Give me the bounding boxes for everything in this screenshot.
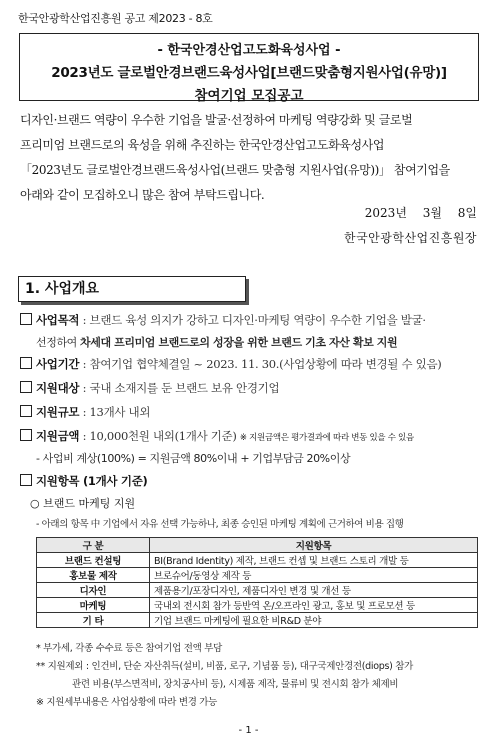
scale-label: 지원규모: [36, 405, 80, 419]
page-number: - 1 -: [238, 725, 259, 736]
table-cell-items: BI(Brand Identity) 제작, 브랜드 컨셉 및 브랜드 스토리 개발 등: [150, 553, 478, 568]
intro-line: 프리미엄 브랜드로의 육성을 위해 추진하는 한국안경산업고도화육성사업: [20, 138, 385, 152]
category-label: 지원항목 (1개사 기준): [36, 474, 148, 488]
period-label: 사업기간: [36, 357, 80, 371]
amount-note: ※ 지원금액은 평가결과에 따라 변동 있을 수 있음: [239, 433, 414, 443]
target-value: : 국내 소재지를 둔 브랜드 보유 안경기업: [79, 381, 280, 395]
period-value: : 참여기업 협약체결일 ~ 2023. 11. 30.(사업상황에 따라 변경될 수 있음): [79, 357, 442, 371]
purpose-continuation: [36, 334, 397, 350]
section-title: 1. 사업개요: [18, 276, 246, 302]
title-line-3: 참여기업 모집공고: [194, 88, 304, 104]
support-items-table: [36, 537, 478, 628]
table-cell-items: 브로슈어/동영상 제작 등: [150, 568, 478, 583]
purpose-value: : 브랜드 육성 의지가 강하고 디자인·마케팅 역량이 우수한 기업을 발굴·: [79, 313, 426, 327]
table-header-category: 구 분: [37, 538, 150, 553]
category-desc: - 아래의 항목 中 기업에서 자유 선택 가능하나, 최종 승인된 마케팅 계획에 근거하여 비용 집행: [36, 519, 404, 530]
issuing-organization: 한국안광학산업진흥원장: [343, 231, 477, 245]
table-cell-category: 홍보물 제작: [37, 568, 150, 583]
table-cell-items: 국내외 전시회 참가 등반역 온/오프라인 광고, 홍보 및 프로모션 등: [150, 598, 478, 613]
table-cell-category: 기 타: [37, 613, 150, 628]
category-bullet: ○ 브랜드 마케팅 지원: [30, 497, 136, 510]
intro-line: 아래와 같이 모집하오니 많은 참여 부탁드립니다.: [20, 188, 265, 202]
intro-paragraph: [20, 108, 480, 208]
checkbox-icon: [20, 429, 32, 441]
table-cell-category: 마케팅: [37, 598, 150, 613]
footnote: ※ 지원세부내용은 사업상황에 따라 변경 가능: [36, 697, 218, 708]
amount-label: 지원금액: [36, 429, 80, 443]
scale-row: [20, 404, 150, 420]
purpose-cont-plain: 선정하여: [36, 336, 81, 349]
intro-line: 디자인·브랜드 역량이 우수한 기업을 발굴·선정하여 마케팅 역량강화 및 글로벌: [20, 113, 413, 127]
title-line-2: 2023년도 글로벌안경브랜드육성사업[브랜드맞춤형지원사업(유망)]: [51, 65, 447, 81]
checkbox-icon: [20, 474, 32, 486]
checkbox-icon: [20, 313, 32, 325]
period-row: [20, 356, 441, 372]
footnote: 관련 비용(부스면적비, 장치공사비 등), 시제품 제작, 물류비 및 전시회 참가 체제비: [72, 679, 399, 690]
scale-value: : 13개사 내외: [79, 405, 151, 419]
table-row: [37, 598, 478, 613]
checkbox-icon: [20, 357, 32, 369]
purpose-cont-bold: 차세대 프리미엄 브랜드로의 성장을 위한 브랜드 기초 자산 확보 지원: [80, 336, 398, 349]
table-row: [37, 568, 478, 583]
table-header-row: [37, 538, 478, 553]
checkbox-icon: [20, 381, 32, 393]
purpose-label: 사업목적: [36, 313, 80, 327]
amount-value: : 10,000천원 내외(1개사 기준): [79, 429, 240, 443]
table-cell-items: 제품용기/포장디자인, 제품디자인 변경 및 개선 등: [150, 583, 478, 598]
title-box: [19, 33, 479, 104]
table-cell-category: 브랜드 컨설팅: [37, 553, 150, 568]
notice-number: 한국안광학산업진흥원 공고 제2023 - 8호: [18, 12, 213, 25]
announcement-date: 2023년 3월 8일: [364, 206, 477, 220]
intro-line: 「2023년도 글로벌안경브랜드육성사업(브랜드 맞춤형 지원사업(유망))」 참여기업을: [20, 163, 450, 177]
checkbox-icon: [20, 405, 32, 417]
amount-row: [20, 428, 414, 444]
category-row: [20, 473, 148, 489]
table-row: [37, 553, 478, 568]
target-label: 지원대상: [36, 381, 80, 395]
footnote: ** 지원제외 : 인건비, 단순 자산취득(설비, 비품, 로구, 기념품 등), 대구국제안경전(diops) 참가: [36, 661, 413, 672]
table-cell-items: 기업 브랜드 마케팅에 필요한 비R&D 분야: [150, 613, 478, 628]
amount-sub: - 사업비 계상(100%) = 지원금액 80%이내 + 기업부담금 20%이상: [36, 452, 351, 465]
target-row: [20, 380, 279, 396]
title-line-1: - 한국안경산업고도화육성사업 -: [157, 43, 341, 58]
table-cell-category: 디자인: [37, 583, 150, 598]
footnote: * 부가세, 각종 수수료 등은 참여기업 전액 부담: [36, 643, 222, 654]
table-row: [37, 613, 478, 628]
table-row: [37, 583, 478, 598]
purpose-row: [20, 312, 426, 328]
table-header-items: 지원항목: [150, 538, 478, 553]
